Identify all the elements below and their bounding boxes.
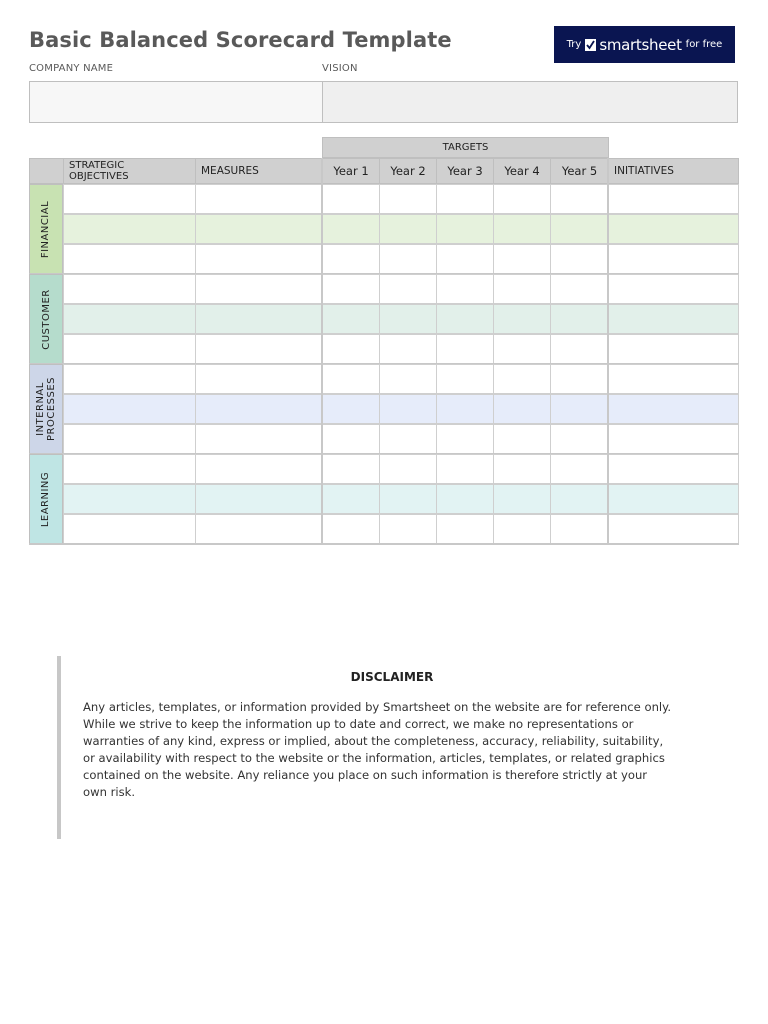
- table-cell[interactable]: [608, 364, 739, 394]
- table-cell[interactable]: [63, 394, 196, 424]
- table-cell[interactable]: [436, 394, 494, 424]
- table-cell[interactable]: [493, 514, 551, 544]
- table-cell[interactable]: [436, 274, 494, 304]
- page-title: Basic Balanced Scorecard Template: [29, 28, 452, 52]
- table-cell[interactable]: [322, 484, 380, 514]
- table-cell[interactable]: [550, 184, 609, 214]
- table-cell[interactable]: [493, 214, 551, 244]
- table-cell[interactable]: [436, 424, 494, 454]
- table-cell[interactable]: [322, 304, 380, 334]
- table-cell[interactable]: [493, 334, 551, 364]
- table-cell[interactable]: [379, 244, 437, 274]
- table-cell[interactable]: [493, 394, 551, 424]
- table-cell[interactable]: [322, 364, 380, 394]
- table-cell[interactable]: [195, 214, 323, 244]
- table-cell[interactable]: [63, 244, 196, 274]
- table-cell[interactable]: [493, 304, 551, 334]
- table-cell[interactable]: [322, 334, 380, 364]
- table-cell[interactable]: [379, 304, 437, 334]
- vision-label: VISION: [322, 63, 358, 74]
- banner-brand-text: smartsheet: [599, 35, 682, 54]
- table-cell[interactable]: [608, 304, 739, 334]
- table-cell[interactable]: [63, 424, 196, 454]
- table-cell[interactable]: [436, 364, 494, 394]
- table-cell[interactable]: [379, 514, 437, 544]
- table-cell[interactable]: [436, 484, 494, 514]
- table-cell[interactable]: [379, 484, 437, 514]
- table-cell[interactable]: [63, 334, 196, 364]
- column-divider: [607, 158, 609, 545]
- table-cell[interactable]: [493, 274, 551, 304]
- table-cell[interactable]: [608, 424, 739, 454]
- banner-try-text: Try: [566, 39, 582, 50]
- table-cell[interactable]: [63, 214, 196, 244]
- table-cell[interactable]: [608, 454, 739, 484]
- table-cell[interactable]: [63, 454, 196, 484]
- table-cell[interactable]: [436, 214, 494, 244]
- section-divider: [29, 543, 739, 545]
- section-label-text: LEARNING: [40, 471, 52, 527]
- table-cell[interactable]: [195, 244, 323, 274]
- table-cell[interactable]: [379, 454, 437, 484]
- table-cell[interactable]: [493, 454, 551, 484]
- table-cell[interactable]: [550, 364, 609, 394]
- section-label-0: [29, 184, 63, 274]
- table-cell[interactable]: [379, 334, 437, 364]
- disclaimer-body: Any articles, templates, or information provided by Smartsheet on the website are for reference only. While we strive to keep the information up to date and correct, we make no representations or warranties of any kind, express or implied, about the completeness, accuracy, reliability, suitability, or availability with respect to the website or the information, articles, templates, or related graphics contained on the website. Any reliance you place on such information is therefore strictly at your own risk.: [83, 700, 672, 799]
- table-cell[interactable]: [379, 364, 437, 394]
- table-cell[interactable]: [608, 184, 739, 214]
- corner-header-cell: [29, 158, 64, 184]
- table-cell[interactable]: [322, 454, 380, 484]
- table-cell[interactable]: [550, 454, 609, 484]
- table-cell[interactable]: [195, 394, 323, 424]
- targets-header: TARGETS: [322, 137, 609, 158]
- table-cell[interactable]: [550, 244, 609, 274]
- table-cell[interactable]: [63, 304, 196, 334]
- year-1-header: Year 1: [322, 158, 380, 184]
- table-cell[interactable]: [322, 424, 380, 454]
- year-4-header: Year 4: [493, 158, 551, 184]
- year-3-header: Year 3: [436, 158, 494, 184]
- company-name-field[interactable]: [29, 81, 323, 123]
- table-cell[interactable]: [436, 514, 494, 544]
- smartsheet-logo-icon: [585, 39, 596, 51]
- table-cell[interactable]: [550, 484, 609, 514]
- table-cell[interactable]: [436, 334, 494, 364]
- table-cell[interactable]: [379, 424, 437, 454]
- table-cell[interactable]: [550, 304, 609, 334]
- table-cell[interactable]: [195, 424, 323, 454]
- table-cell[interactable]: [608, 484, 739, 514]
- disclaimer-title: DISCLAIMER: [350, 670, 434, 684]
- table-cell[interactable]: [195, 334, 323, 364]
- vision-field[interactable]: [322, 81, 738, 123]
- section-label-3: [29, 454, 63, 544]
- table-cell[interactable]: [63, 184, 196, 214]
- table-cell[interactable]: [195, 364, 323, 394]
- column-divider: [321, 158, 323, 545]
- table-cell[interactable]: [550, 424, 609, 454]
- table-cell[interactable]: [322, 184, 380, 214]
- table-cell[interactable]: [550, 394, 609, 424]
- table-cell[interactable]: [608, 334, 739, 364]
- year-2-header: Year 2: [379, 158, 437, 184]
- table-cell[interactable]: [195, 484, 323, 514]
- table-cell[interactable]: [436, 454, 494, 484]
- table-cell[interactable]: [322, 274, 380, 304]
- table-cell[interactable]: [195, 514, 323, 544]
- table-cell[interactable]: [608, 214, 739, 244]
- section-label-2: [29, 364, 63, 454]
- table-cell[interactable]: [608, 274, 739, 304]
- banner-free-text: for free: [685, 39, 723, 50]
- company-name-label: COMPANY NAME: [29, 63, 114, 74]
- table-cell[interactable]: [608, 514, 739, 544]
- table-cell[interactable]: [195, 184, 323, 214]
- table-cell[interactable]: [379, 394, 437, 424]
- smartsheet-try-free-button[interactable]: [554, 26, 735, 63]
- table-cell[interactable]: [379, 274, 437, 304]
- table-cell[interactable]: [493, 364, 551, 394]
- table-cell[interactable]: [63, 274, 196, 304]
- table-cell[interactable]: [195, 454, 323, 484]
- table-cell[interactable]: [608, 394, 739, 424]
- table-cell[interactable]: [63, 484, 196, 514]
- table-cell[interactable]: [436, 304, 494, 334]
- table-cell[interactable]: [493, 244, 551, 274]
- section-label-text: CUSTOMER: [40, 288, 52, 350]
- table-cell[interactable]: [550, 334, 609, 364]
- table-cell[interactable]: [379, 184, 437, 214]
- disclaimer-box: [57, 656, 683, 839]
- table-cell[interactable]: [63, 364, 196, 394]
- table-cell[interactable]: [608, 244, 739, 274]
- table-cell[interactable]: [379, 214, 437, 244]
- initiatives-header: INITIATIVES: [608, 158, 739, 184]
- table-cell[interactable]: [195, 304, 323, 334]
- table-cell[interactable]: [550, 274, 609, 304]
- section-label-text: FINANCIAL: [40, 200, 52, 258]
- table-cell[interactable]: [322, 514, 380, 544]
- table-cell[interactable]: [493, 424, 551, 454]
- table-cell[interactable]: [550, 514, 609, 544]
- strategic-objectives-header: STRATEGIC OBJECTIVES: [63, 158, 196, 184]
- table-cell[interactable]: [436, 184, 494, 214]
- table-cell[interactable]: [322, 244, 380, 274]
- table-cell[interactable]: [493, 484, 551, 514]
- table-cell[interactable]: [322, 214, 380, 244]
- table-cell[interactable]: [195, 274, 323, 304]
- table-cell[interactable]: [322, 394, 380, 424]
- section-label-1: [29, 274, 63, 364]
- table-cell[interactable]: [493, 184, 551, 214]
- year-5-header: Year 5: [550, 158, 609, 184]
- table-cell[interactable]: [436, 244, 494, 274]
- measures-header: MEASURES: [195, 158, 323, 184]
- table-cell[interactable]: [63, 514, 196, 544]
- table-cell[interactable]: [550, 214, 609, 244]
- section-label-text: INTERNAL PROCESSES: [35, 376, 58, 442]
